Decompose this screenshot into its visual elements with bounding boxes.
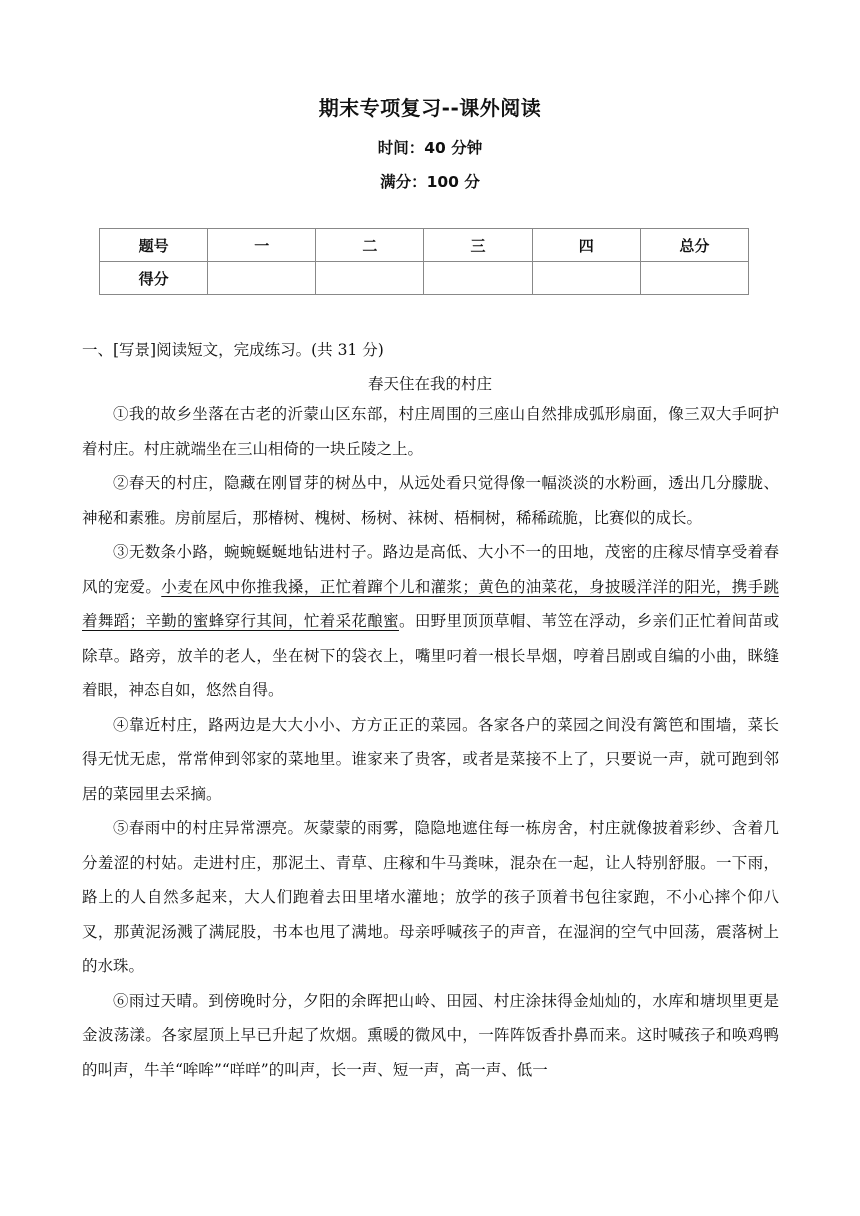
table-header-cell: 总分 <box>640 229 748 262</box>
score-cell[interactable] <box>316 262 424 295</box>
table-header-cell: 题号 <box>100 229 208 262</box>
paragraph-3-text-b: 。田野里顶顶草帽、苇笠在浮动，乡亲们正忙着间苗或除草。路旁，放羊的老人，坐在树下的袋衣上，嘴里叼着一根长旱烟，哼着吕剧或自编的小曲，眯缝着眼，神态自如，悠然自得。 <box>82 612 779 699</box>
table-header-cell: 二 <box>316 229 424 262</box>
paragraph-6: ⑥雨过天晴。到傍晚时分，夕阳的余晖把山岭、田园、村庄涂抹得金灿灿的，水库和塘坝里更是金波荡漾。各家屋顶上早已升起了炊烟。熏暖的微风中，一阵阵饭香扑鼻而来。这时喊孩子和唤鸡鸭的叫声，牛羊“哞哞”“咩咩”的叫声，长一声、短一声，高一声、低一 <box>82 991 779 1079</box>
article-body <box>82 397 779 1087</box>
score-table <box>99 228 749 295</box>
table-row <box>100 262 749 295</box>
table-header-cell: 四 <box>532 229 640 262</box>
table-header-cell: 一 <box>208 229 316 262</box>
score-cell[interactable] <box>208 262 316 295</box>
row-label: 得分 <box>100 262 208 295</box>
paragraph-3-text-a: ③无数条小路，蜿蜿蜒蜒地钻进村子。路边是高低、大小不一的田地，茂密的庄稼尽情享受着春风的宠爱。 <box>82 543 779 596</box>
score-cell[interactable] <box>424 262 532 295</box>
table-header-row <box>100 229 749 262</box>
score-cell[interactable] <box>640 262 748 295</box>
paragraph-5: ⑤春雨中的村庄异常漂亮。灰蒙蒙的雨雾，隐隐地遮住每一栋房舍，村庄就像披着彩纱、含着几分羞涩的村姑。走进村庄，那泥土、青草、庄稼和牛马粪味，混杂在一起，让人特别舒服。一下雨，路上的人自然多起来，大人们跑着去田里堵水灌地；放学的孩子顶着书包往家跑，不小心摔个仰八叉，那黄泥汤溅了满屁股，书本也甩了满地。母亲呼喊孩子的声音，在湿润的空气中回荡，震落树上的水珠。 <box>82 819 779 975</box>
score-cell[interactable] <box>532 262 640 295</box>
page-title: 期末专项复习--课外阅读 <box>318 96 542 120</box>
paragraph-1: ①我的故乡坐落在古老的沂蒙山区东部，村庄周围的三座山自然排成弧形扇面，像三双大手呵护着村庄。村庄就端坐在三山相倚的一块丘陵之上。 <box>82 405 779 458</box>
full-score: 满分：100 分 <box>380 173 480 191</box>
paragraph-4: ④靠近村庄，路两边是大大小小、方方正正的菜园。各家各户的菜园之间没有篱笆和围墙，菜长得无忧无虑，常常伸到邻家的菜地里。谁家来了贵客，或者是菜接不上了，只要说一声，就可跑到邻居的菜园里去采摘。 <box>82 715 779 803</box>
underlined-sentence: 小麦在风中你推我搡，正忙着蹿个儿和灌浆；黄色的油菜花，身披暖洋洋的阳光，携手跳着舞蹈；辛勤的蜜蜂穿行其间，忙着采花酿蜜 <box>82 577 779 630</box>
table-header-cell: 三 <box>424 229 532 262</box>
exam-time: 时间：40 分钟 <box>377 139 483 157</box>
paragraph-3 <box>82 535 779 708</box>
article-title: 春天住在我的村庄 <box>367 375 492 393</box>
paragraph-2: ②春天的村庄，隐藏在刚冒芽的树丛中，从远处看只觉得像一幅淡淡的水粉画，透出几分朦胧、神秘和素雅。房前屋后，那椿树、槐树、杨树、袜树、梧桐树，稀稀疏脆，比赛似的成长。 <box>82 474 779 527</box>
section-heading: 一、[写景]阅读短文，完成练习。(共 31 分) <box>82 341 384 359</box>
